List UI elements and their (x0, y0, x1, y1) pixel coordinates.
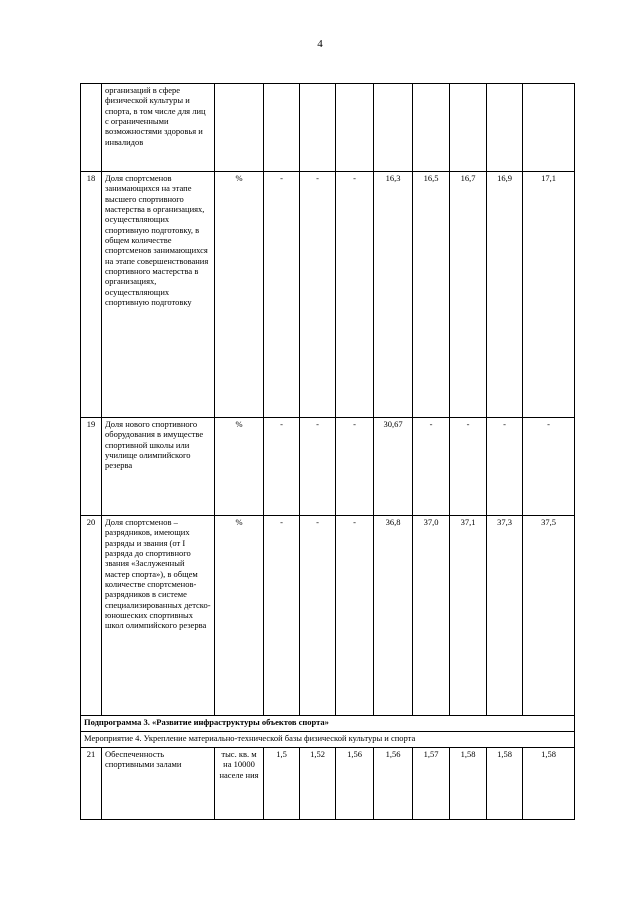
value-cell: 1,5 (264, 748, 300, 820)
value-cell: - (264, 516, 300, 716)
row-number: 19 (81, 418, 102, 516)
value-cell: - (336, 516, 374, 716)
value-cell: - (336, 172, 374, 418)
table-body (81, 84, 575, 820)
value-cell: 1,52 (300, 748, 336, 820)
value-cell: - (300, 418, 336, 516)
value-cell: 37,0 (413, 516, 450, 716)
value-cell: 16,3 (374, 172, 413, 418)
value-cell: 16,7 (450, 172, 487, 418)
indicators-table (80, 83, 575, 820)
unit-cell: % (215, 516, 264, 716)
row-number: 21 (81, 748, 102, 820)
value-cell (523, 84, 575, 172)
value-cell (300, 84, 336, 172)
value-cell: 1,56 (336, 748, 374, 820)
subprogram-heading: Подпрограмма 3. «Развитие инфраструктуры объектов спорта» (81, 716, 575, 732)
table-row (81, 172, 575, 418)
row-number: 18 (81, 172, 102, 418)
value-cell (413, 84, 450, 172)
page-number: 4 (317, 38, 323, 50)
indicator-name: организаций в сфере физической культуры и спорта, в том числе для лиц с ограниченными возможностями здоровья и инвалидов (102, 84, 215, 172)
value-cell: - (487, 418, 523, 516)
indicator-name: Доля спортсменов – разрядников, имеющих разряды и звания (от I разряда до спортивного звания «Заслуженный мастер спорта»), в общем количестве спортсменов-разрядников в системе специализированных детско-юношеских спортивных школ олимпийского резерва (102, 516, 215, 716)
table-row (81, 418, 575, 516)
value-cell: 16,9 (487, 172, 523, 418)
table-row (81, 516, 575, 716)
subprogram-heading-row (81, 716, 575, 732)
value-cell (487, 84, 523, 172)
value-cell: - (264, 418, 300, 516)
value-cell: 1,58 (523, 748, 575, 820)
value-cell: - (264, 172, 300, 418)
value-cell: - (413, 418, 450, 516)
value-cell: - (450, 418, 487, 516)
indicator-name: Обеспеченность спортивными залами (102, 748, 215, 820)
value-cell (450, 84, 487, 172)
indicator-name: Доля нового спортивного оборудования в имуществе спортивной школы или училище олимпийского резерва (102, 418, 215, 516)
unit-cell: тыс. кв. м на 10000 населе ния (215, 748, 264, 820)
value-cell: - (300, 516, 336, 716)
value-cell (336, 84, 374, 172)
value-cell: 1,57 (413, 748, 450, 820)
table-row (81, 748, 575, 820)
indicator-name: Доля спортсменов занимающихся на этапе высшего спортивного мастерства в организациях, осуществляющих спортивную подготовку, в общем количестве спортсменов занимающихся на этапе совершенствования спортивного мастерства в организациях, осуществляющих спортивную подготовку (102, 172, 215, 418)
value-cell: 1,58 (450, 748, 487, 820)
value-cell: 1,58 (487, 748, 523, 820)
value-cell: 1,56 (374, 748, 413, 820)
value-cell: 37,3 (487, 516, 523, 716)
value-cell: 37,5 (523, 516, 575, 716)
value-cell: 16,5 (413, 172, 450, 418)
row-number: 20 (81, 516, 102, 716)
value-cell: 30,67 (374, 418, 413, 516)
unit-cell: % (215, 418, 264, 516)
activity-heading: Мероприятие 4. Укрепление материально-технической базы физической культуры и спорта (81, 732, 575, 748)
value-cell (374, 84, 413, 172)
value-cell: - (336, 418, 374, 516)
unit-cell (215, 84, 264, 172)
value-cell: 36,8 (374, 516, 413, 716)
row-number (81, 84, 102, 172)
table-row (81, 84, 575, 172)
unit-cell: % (215, 172, 264, 418)
value-cell: - (300, 172, 336, 418)
value-cell (264, 84, 300, 172)
value-cell: 17,1 (523, 172, 575, 418)
activity-heading-row (81, 732, 575, 748)
value-cell: 37,1 (450, 516, 487, 716)
value-cell: - (523, 418, 575, 516)
